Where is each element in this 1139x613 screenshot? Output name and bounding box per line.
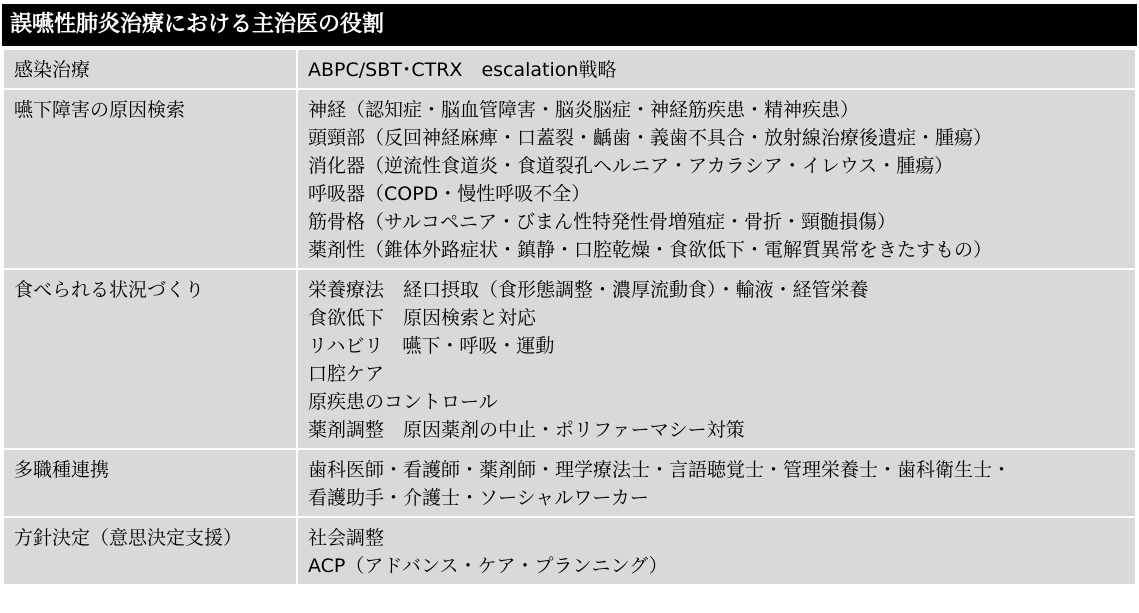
- row-label: 感染治療: [3, 49, 297, 89]
- row-content: [297, 89, 1136, 269]
- table-row-dysphagia-cause: [3, 89, 1136, 269]
- content-line: リハビリ 嚥下・呼吸・運動: [308, 335, 555, 357]
- content-line: 口腔ケア: [308, 363, 385, 385]
- content-line: 消化器（逆流性食道炎・食道裂孔ヘルニア・アカラシア・イレウス・腫瘍）: [308, 155, 954, 177]
- row-label: 食べられる状況づくり: [3, 269, 297, 449]
- content-line: 原疾患のコントロール: [308, 391, 498, 413]
- table-row-infection: [3, 49, 1136, 89]
- content-line: 頭頸部（反回神経麻痺・口蓋裂・齲歯・義歯不具合・放射線治療後遺症・腫瘍）: [308, 127, 993, 149]
- content-line: 看護助手・介護士・ソーシャルワーカー: [308, 487, 649, 509]
- content-line: ABPC/SBT･CTRX escalation戦略: [308, 59, 617, 81]
- content-line: 筋骨格（サルコペニア・びまん性特発性骨増殖症・骨折・頸髄損傷）: [308, 211, 897, 233]
- content-line: 栄養療法 経口摂取（食形態調整・濃厚流動食）・輸液・経管栄養: [308, 279, 869, 301]
- content-line: ACP（アドバンス・ケア・プランニング）: [308, 555, 668, 577]
- row-label: 多職種連携: [3, 449, 297, 517]
- content-line: 食欲低下 原因検索と対応: [308, 307, 537, 329]
- content-line: 薬剤調整 原因薬剤の中止・ポリファーマシー対策: [308, 419, 745, 441]
- row-content: [297, 449, 1136, 517]
- row-label: 嚥下障害の原因検索: [3, 89, 297, 269]
- row-label: 方針決定（意思決定支援）: [3, 517, 297, 585]
- role-table: [2, 48, 1137, 586]
- table-row-multidisciplinary: [3, 449, 1136, 517]
- content-line: 薬剤性（錐体外路症状・鎮静・口腔乾燥・食欲低下・電解質異常をきたすもの）: [308, 239, 993, 261]
- slide-title: 誤嚥性肺炎治療における主治医の役割: [2, 4, 1137, 46]
- row-content: [297, 517, 1136, 585]
- table-row-decision-support: [3, 517, 1136, 585]
- content-line: 神経（認知症・脳血管障害・脳炎脳症・神経筋疾患・精神疾患）: [308, 99, 860, 121]
- content-line: 歯科医師・看護師・薬剤師・理学療法士・言語聴覚士・管理栄養士・歯科衛生士・: [308, 459, 1012, 481]
- row-content: [297, 49, 1136, 89]
- row-content: [297, 269, 1136, 449]
- content-line: 呼吸器（COPD・慢性呼吸不全）: [308, 183, 591, 205]
- content-line: 社会調整: [308, 527, 385, 549]
- table-row-eating-environment: [3, 269, 1136, 449]
